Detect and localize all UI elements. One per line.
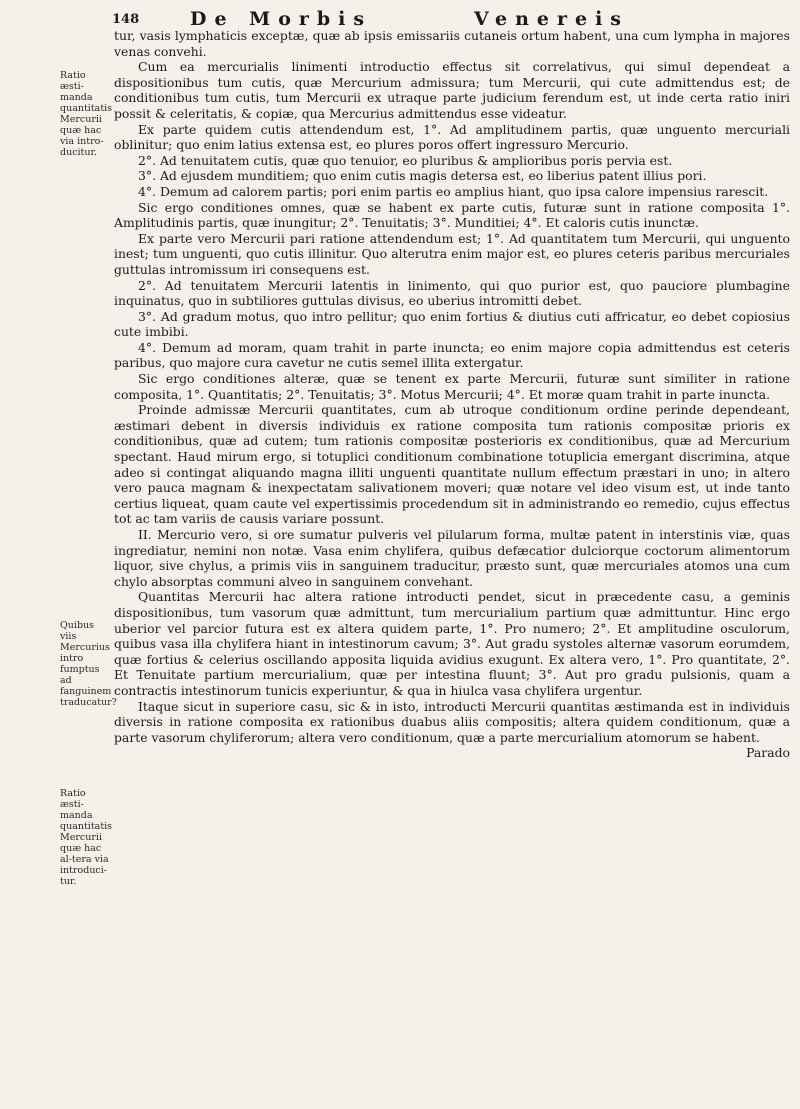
running-title-right: Venereis xyxy=(474,8,630,30)
paragraph: 3°. Ad gradum motus, quo intro pellitur; quo enim fortius & diutius cuti affricatur, eo debet copiosius cute imbibi. xyxy=(114,308,790,340)
paragraph: Sic ergo conditiones omnes, quæ se habent ex parte cutis, futuræ sunt in ratione composita 1°. Amplitudinis partis, quæ inungitur; 2°. Tenuitatis; 3°. Munditiei; 4°. Et caloris cutis inunctæ. xyxy=(114,199,790,231)
paragraph: Ex parte quidem cutis attendendum est, 1°. Ad amplitudinem partis, quæ unguento mercuriali oblinitur; quo enim latius extensa est, eo plures poros offert ingressuro Mercurio. xyxy=(114,121,790,153)
margin-note: Ratio æsti-manda quantitatis Mercurii quæ hac via intro-ducitur. xyxy=(60,70,113,158)
main-text xyxy=(114,28,790,761)
paragraph: Itaque sicut in superiore casu, sic & in isto, introducti Mercurii quantitas æstimanda est in individuis diversis in ratione composita ex rationibus duabus aliis compositis; altera quidem conditionum, quæ a parte vasorum chyliferorum; altera vero conditionum, quæ a parte mercurialium atomorum se habent. xyxy=(114,698,790,745)
paragraph: Quantitas Mercurii hac altera ratione introducti pendet, sicut in præcedente casu, a geminis dispositionibus, tum vasorum quæ admittunt, tum mercurialium partium quæ admittuntur. Hinc ergo uberior vel parcior futura est ex altera quidem parte, 1°. Pro numero; 2°. Et amplitudine osculorum, quibus vasa illa chylifera hiant in intestinorum cavum; 3°. Aut gradu systoles alternæ vasorum eorumdem, quæ fortius & celerius oscillando apposita liquida avidius exugunt. Ex altera vero, 1°. Pro quantitate, 2°. Et Tenuitate partium mercurialium, quæ per intestina fluunt; 3°. Aut pro gradu pulsionis, quam a contractis intestinorum tunicis experiuntur, & qua in hiulca vasa chylifera urgentur. xyxy=(114,589,790,698)
paragraph: II. Mercurio vero, si ore sumatur pulveris vel pilularum forma, multæ patent in interstinis viæ, quas ingrediatur, nemini non notæ. Vasa enim chylifera, quibus defæcatior dulciorque coctorum alimentorum liquor, sive chylus, a primis viis in sanguinem traducitur, præsto sunt, quæ mercuriales atomos una cum chylo absorptas communi alveo in sanguinem convehant. xyxy=(114,527,790,589)
paragraph: Ex parte vero Mercurii pari ratione attendendum est; 1°. Ad quantitatem tum Mercurii, qui unguento inest; tum unguenti, quo cutis illinitur. Quo alterutra enim major est, eo plures ceteris paribus mercuriales guttulas intromissum iri consequens est. xyxy=(114,230,790,277)
margin-note: Ratio æsti-manda quantitatis Mercurii quæ hac al-tera via introduci-tur. xyxy=(60,788,113,887)
paragraph: Cum ea mercurialis linimenti introductio effectus sit correlativus, qui simul dependeat a dispositionibus tum cutis, quæ Mercurium admissura; tum Mercurii, qui cute admittendus est; de conditionibus tum cutis, tum Mercurii ex utraque parte judicium ferendum est, ut inde certa ratio iniri possit & celeritatis, & copiæ, qua Mercurius admittendus esse videatur. xyxy=(114,59,790,121)
paragraph: Sic ergo conditiones alteræ, quæ se tenent ex parte Mercurii, futuræ sunt similiter in ratione composita, 1°. Quantitatis; 2°. Tenuitatis; 3°. Motus Mercurii; 4°. Et moræ quam trahit in parte inuncta. xyxy=(114,371,790,402)
page-number: 148 xyxy=(112,12,140,27)
paragraph: 2°. Ad tenuitatem Mercurii latentis in linimento, qui quo purior est, quo pauciore plumbagine inquinatus, quo in subtiliores guttulas divisus, eo uberius intromitti debet. xyxy=(114,277,790,309)
paragraph: 2°. Ad tenuitatem cutis, quæ quo tenuior, eo pluribus & amplioribus poris pervia est. xyxy=(138,152,673,168)
catchword: Parado xyxy=(746,745,790,761)
paragraph: 4°. Demum ad calorem partis; pori enim partis eo amplius hiant, quo ipsa calore impensius rarescit. xyxy=(138,183,769,199)
paragraph: 4°. Demum ad moram, quam trahit in parte inuncta; eo enim majore copia admittendus est ceteris paribus, quo majore cura cavetur ne cutis semel illita extergatur. xyxy=(114,339,790,371)
paragraph: 3°. Ad ejusdem munditiem; quo enim cutis magis detersa est, eo liberius patent illius pori. xyxy=(138,168,707,184)
running-title-left: De Morbis xyxy=(190,8,373,30)
margin-note: Quibus viis Mercurius intro fumptus ad fanguinem traducatur? xyxy=(60,620,117,708)
paragraph: tur, vasis lymphaticis exceptæ, quæ ab ipsis emissariis cutaneis ortum habent, una cum lympha in majores venas convehi. xyxy=(114,28,790,59)
paragraph: Proinde admissæ Mercurii quantitates, cum ab utroque conditionum ordine perinde dependeant, æstimari debent in diversis individuis ex ratione composita tum rationis compositæ prioris ex conditionibus, quæ ad cutem; tum rationis compositæ posterioris ex conditionibus, quæ ad Mercurium spectant. Haud mirum ergo, si totuplici conditionum combinatione totuplicia emergant discrimina, atque adeo si contingat aliquando magna illiti unguenti quantitate nullum effectum præstari in uno; in altero vero pauca magnam & inexpectatam salivationem moveri; quæ notare vel ideo visum est, ut inde tanto certius liqueat, quam caute vel expertissimis procedendum sit in administrando eo remedio, cujus effectus tot ac tam variis de causis variare possunt. xyxy=(114,402,790,527)
